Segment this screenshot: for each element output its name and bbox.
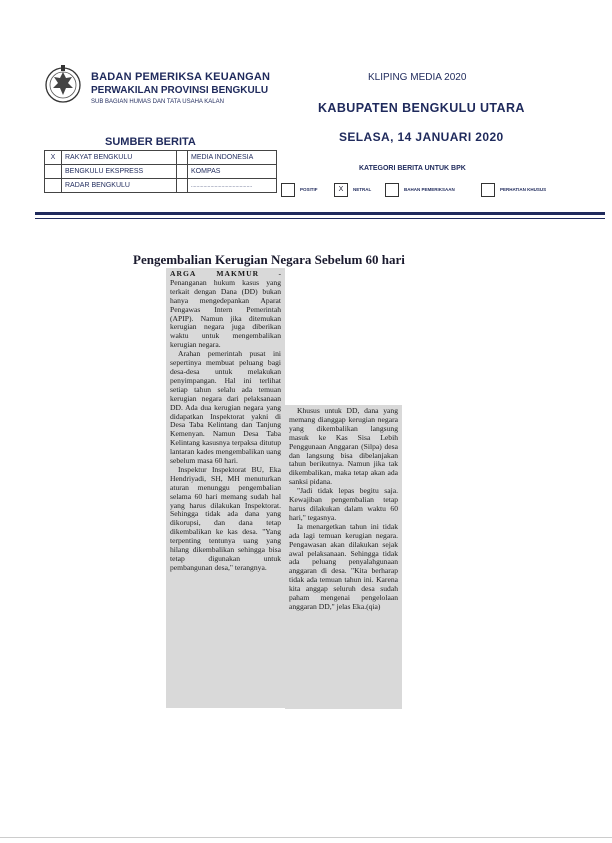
article-headline: Pengembalian Kerugian Negara Sebelum 60 hari <box>133 252 405 267</box>
article-paragraph: "Jadi tidak lepas begitu saja. Kewajiban pengembalian tetap harus dilakukan dalam waktu 60 hari," tegasnya. <box>289 486 398 522</box>
article-column-2 <box>285 405 402 709</box>
source-table <box>44 150 277 193</box>
netral-label: NETRAL <box>353 187 372 192</box>
article-paragraph: Arahan pemerintah pusat ini sepertinya membuat peluang bagi desa-desa untuk melakukan penyimpangan. Hal ini terlihat setiap tahun selalu ada temuan kerugian negara dari pelaksanaan DD. Ada dua kerugian negara yang didapatkan Inspektorat yakni di Desa Taba Kelintang dan Tanjung Kemenyan. Namun Desa Taba Kelintang kasusnya terpaksa ditutup lantaran kades mengembalikan uang sebelum masa 60 hari. <box>170 349 281 466</box>
positif-label: POSITIF <box>300 187 318 192</box>
positif-checkbox[interactable] <box>281 183 295 197</box>
perhatian-khusus-label: PERHATIAN KHUSUS <box>500 187 547 192</box>
source-spacer <box>177 179 188 193</box>
article-paragraph: Ia menargetkan tahun ini tidak ada lagi temuan kerugian negara. Pengawasan akan dilakukan sejak awal pelaksanaan. Sehingga tidak ada peluang penyalahgunaan anggaran di desa. "Kita berharap tidak ada temuan tahun ini. Karena kita anggap seluruh desa sudah paham mengenai pengelolaan anggaran DD," jelas Eka.(qia) <box>289 521 398 611</box>
source-spacer <box>177 165 188 179</box>
source-mark: X <box>45 151 62 165</box>
date-title: SELASA, 14 JANUARI 2020 <box>339 130 504 144</box>
bahan-pemeriksaan-checkbox[interactable] <box>385 183 399 197</box>
article-paragraph: Penanganan hukum kasus yang terkait dengan Dana (DD) bukan hanya mengedepankan Aparat Pengawas Intern Pemerintah (APIP). Namun jika ditemukan kerugian negara juga diberikan waktu untuk mengembalikan kerugian negara. <box>170 277 281 350</box>
page-bottom-edge <box>0 837 612 838</box>
kliping-label: KLIPING MEDIA 2020 <box>368 72 467 83</box>
source-mark <box>45 179 62 193</box>
source-mark <box>45 165 62 179</box>
source-name: RAKYAT BENGKULU <box>62 151 177 165</box>
source-name: BENGKULU EKSPRESS <box>62 165 177 179</box>
article-paragraph: Inspektur Inspektorat BU, Eka Hendriyadi, SH, MH menuturkan aturan menunggu pengembalian selama 60 hari memang sudah hal yang harus dilakukan Inspektorat. Sehingga tidak ada dana yang dikorupsi, dan dana tetap dikembalikan ke kas desa. "Yang terpenting tentunya uang yang hilang dikembalikan sehingga bisa tetap digunakan untuk pembangunan desa," terangnya. <box>170 464 281 572</box>
bahan-pemeriksaan-label: BAHAN PEMERIKSAAN <box>404 187 455 192</box>
source-spacer <box>177 151 188 165</box>
netral-checkbox[interactable]: X <box>334 183 348 197</box>
perhatian-khusus-checkbox[interactable] <box>481 183 495 197</box>
source-name-2: ............................................ <box>188 179 277 193</box>
article-byline: ARGA MAKMUR <box>170 269 260 278</box>
header-divider <box>35 212 605 215</box>
source-row <box>45 151 277 165</box>
org-name: BADAN PEMERIKSA KEUANGAN <box>91 71 271 83</box>
source-name-2: MEDIA INDONESIA <box>188 151 277 165</box>
article-paragraph: Khusus untuk DD, dana yang memang dianggap kerugian negara yang dikembalikan langsung masuk ke Kas Sisa Lebih Penggunaan Anggaran (Silpa) desa dan langsung bisa dibelanjakan tahun berikutnya. Namun jika tak dikembalikan, maka tetap akan ada sanksi pidana. <box>289 406 398 487</box>
source-name-2: KOMPAS <box>188 165 277 179</box>
source-row <box>45 179 277 193</box>
region-title: KABUPATEN BENGKULU UTARA <box>318 101 525 115</box>
source-row <box>45 165 277 179</box>
org-division: SUB BAGIAN HUMAS DAN TATA USAHA KALAN <box>91 99 224 105</box>
sumber-berita-title: SUMBER BERITA <box>105 136 196 148</box>
source-name: RADAR BENGKULU <box>62 179 177 193</box>
header-divider-thin <box>35 218 605 219</box>
kategori-title: KATEGORI BERITA UNTUK BPK <box>359 165 466 172</box>
bpk-emblem-icon <box>44 64 82 104</box>
article-column-1: ARGA MAKMUR - Penanganan hukum kasus yang terkait dengan Dana (DD) bukan hanya mengedepankan Aparat Pengawas Intern Pemerintah (APIP). Namun jika ditemukan kerugian negara juga diberikan waktu untuk mengembalikan kerugian negara. Arahan pemerintah pusat ini sepertinya membuat peluang bagi desa-desa untuk melakukan penyimpangan. Hal ini terlihat setiap tahun selalu ada temuan kerugian negara dari pelaksanaan DD. Ada dua kerugian negara yang didapatkan Inspektorat yakni di Desa Taba Kelintang dan Tanjung Kemenyan. Namun Desa Taba Kelintang kasusnya terpaksa ditutup lantaran kades mengembalikan uang sebelum masa 60 hari. Inspektur Inspektorat BU, Eka Hendriyadi, SH, MH menuturkan aturan menunggu pengembalian selama 60 hari memang sudah hal yang harus dilakukan Inspektorat. Sehingga tidak ada dana yang dikorupsi, dan dana tetap dikembalikan ke kas desa. "Yang terpenting tentunya uang yang hilang dikembalikan sehingga bisa tetap digunakan untuk pembangunan desa," terangnya. <box>166 268 285 708</box>
org-subname: PERWAKILAN PROVINSI BENGKULU <box>91 85 269 96</box>
